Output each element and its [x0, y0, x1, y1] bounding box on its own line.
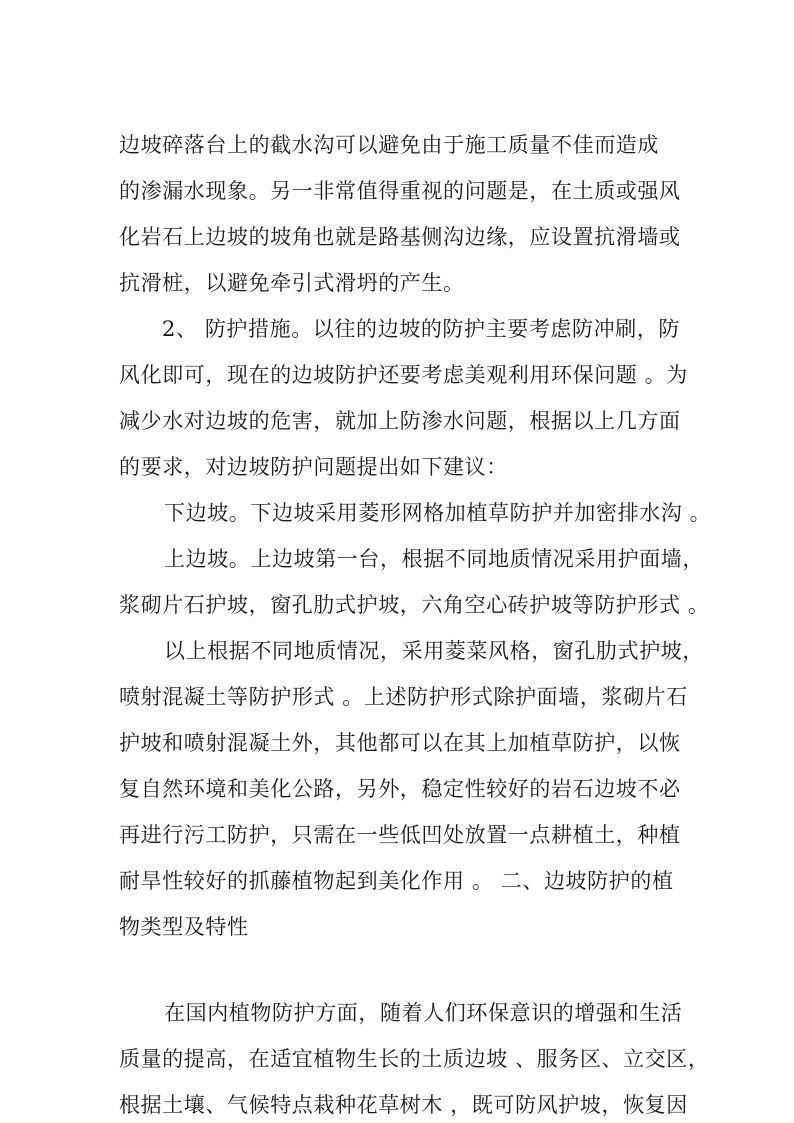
text-line: 2、 防护措施。以往的边坡的防护主要考虑防冲刷，防 [162, 317, 681, 341]
text-line: 在国内植物防护方面，随着人们环保意识的增强和生活 [164, 1001, 683, 1025]
text-line: 物类型及特性 [119, 915, 249, 939]
text-line: 风化即可，现在的边坡防护还要考虑美观利用环保问题 。为 [119, 363, 688, 387]
text-line: 下边坡。下边坡采用菱形网格加植草防护并加密排水沟 。 [164, 501, 712, 525]
text-line: 以上根据不同地质情况，采用菱菜风格，窗孔肋式护坡， [164, 639, 704, 663]
text-line: 耐旱性较好的抓藤植物起到美化作用 。 二、边坡防护的植 [119, 869, 674, 893]
text-line: 的要求，对边坡防护问题提出如下建议： [119, 455, 508, 479]
text-line: 抗滑桩，以避免牵引式滑坍的产生。 [119, 271, 465, 295]
text-line: 再进行污工防护，只需在一些低凹处放置一点耕植土，种植 [119, 823, 681, 847]
text-line: 化岩石上边坡的坡角也就是路基侧沟边缘，应设置抗滑墙或 [119, 225, 681, 249]
text-line: 减少水对边坡的危害，就加上防渗水问题，根据以上几方面 [119, 409, 681, 433]
text-line: 边坡碎落台上的截水沟可以避免由于施工质量不佳而造成 [119, 133, 659, 157]
text-line: 复自然环境和美化公路，另外，稳定性较好的岩石边坡不必 [119, 777, 681, 801]
text-line: 浆砌片石护坡，窗孔肋式护坡，六角空心砖护坡等防护形式 。 [119, 593, 710, 617]
text-line: 上边坡。上边坡第一台，根据不同地质情况采用护面墙， [164, 547, 704, 571]
text-line: 的渗漏水现象。另一非常值得重视的问题是，在土质或强风 [119, 179, 681, 203]
text-line: 质量的提高，在适宜植物生长的土质边坡 、服务区、立交区， [119, 1047, 710, 1071]
text-line: 护坡和喷射混凝土外，其他都可以在其上加植草防护，以恢 [119, 731, 681, 755]
text-line: 根据土壤、气候特点栽种花草树木 ，既可防风护坡，恢复因 [119, 1093, 688, 1117]
text-line: 喷射混凝土等防护形式 。上述防护形式除护面墙，浆砌片石 [119, 685, 688, 709]
